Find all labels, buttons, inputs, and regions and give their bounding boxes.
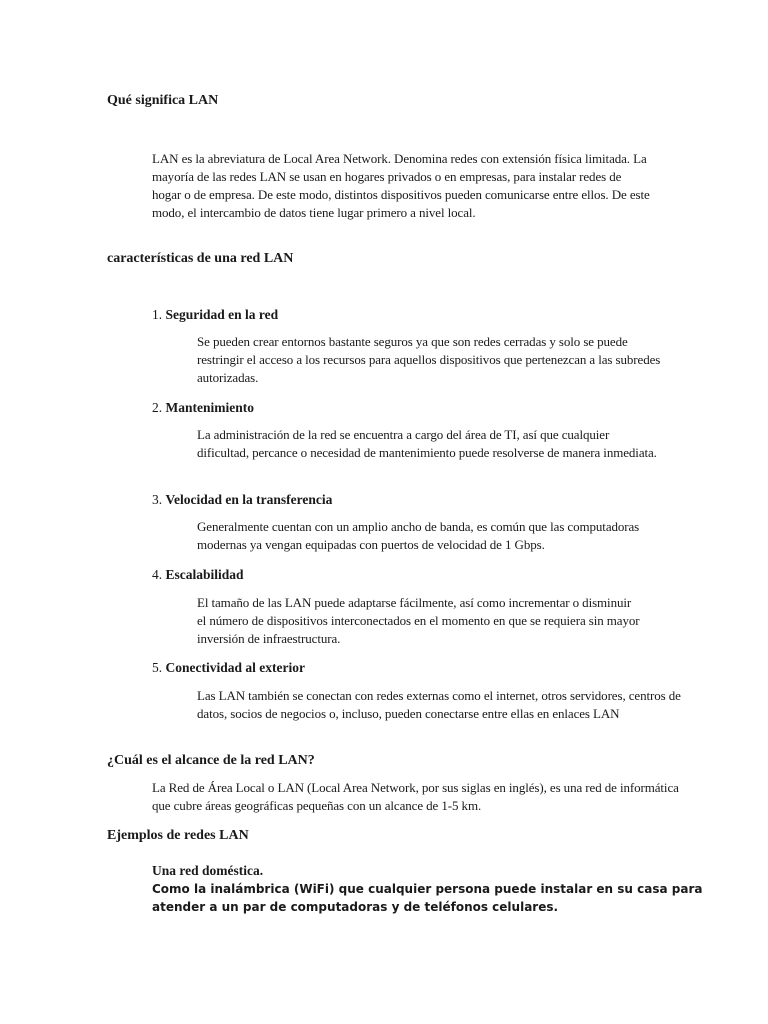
heading-lan-meaning: Qué significa LAN: [107, 93, 219, 108]
list-item-title-5: 5. Conectividad al exterior: [152, 660, 305, 675]
list-item-text-2: La administración de la red se encuentra a cargo del área de TI, así que cualquier dificultad, percance o necesidad de mantenimiento puede resolverse de manera inmediata.: [197, 427, 657, 460]
heading-scope: ¿Cuál es el alcance de la red LAN?: [107, 753, 315, 768]
paragraph-lan-meaning: LAN es la abreviatura de Local Area Network. Denomina redes con extensión física limitada. La mayoría de las redes LAN se usan en hogares privados o en empresas, para instalar redes de hogar o de empresa. De este modo, distintos dispositivos pueden comunicarse entre ellos. De este modo, el intercambio de datos tiene lugar primero a nivel local.: [152, 151, 650, 220]
heading-characteristics: características de una red LAN: [107, 251, 294, 266]
list-item-title-3: 3. Velocidad en la transferencia: [152, 492, 333, 507]
list-item-title-2: 2. Mantenimiento: [152, 400, 254, 415]
list-item-title-4: 4. Escalabilidad: [152, 567, 244, 582]
list-item-text-4: El tamaño de las LAN puede adaptarse fácilmente, así como incrementar o disminuir el número de dispositivos interconectados en el momento en que se requiera sin mayor inversión de infraestructura.: [197, 595, 640, 646]
paragraph-scope: La Red de Área Local o LAN (Local Area Network, por sus siglas en inglés), es una red de informática que cubre áreas geográficas pequeñas con un alcance de 1-5 km.: [152, 780, 679, 813]
list-item-text-5: Las LAN también se conectan con redes externas como el internet, otros servidores, centros de datos, socios de negocios o, incluso, pueden conectarse entre ellas en enlaces LAN: [197, 688, 681, 721]
subheading-home-network: Una red doméstica.: [152, 863, 264, 878]
list-item-text-1: Se pueden crear entornos bastante seguros ya que son redes cerradas y solo se puede restringir el acceso a los recursos para aquellos dispositivos que pertenezcan a las subredes autorizadas.: [197, 334, 661, 385]
paragraph-home-network: Como la inalámbrica (WiFi) que cualquier persona puede instalar en su casa para atender a un par de computadoras y de teléfonos celulares.: [152, 882, 703, 914]
list-item-title-1: 1. Seguridad en la red: [152, 307, 279, 322]
heading-examples: Ejemplos de redes LAN: [107, 828, 249, 843]
list-item-text-3: Generalmente cuentan con un amplio ancho de banda, es común que las computadoras modernas ya vengan equipadas con puertos de velocidad de 1 Gbps.: [197, 519, 640, 552]
